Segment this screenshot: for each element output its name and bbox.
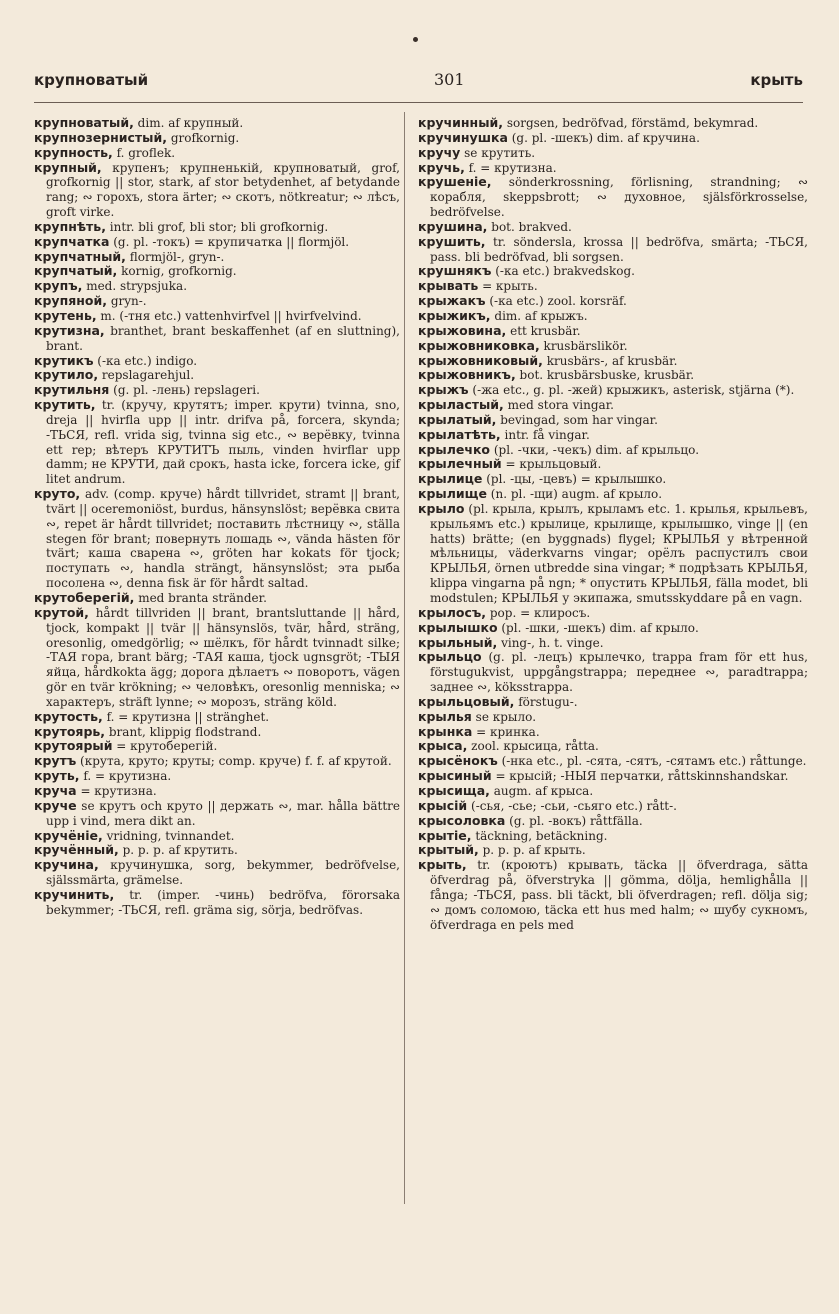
entry-definition: vridning, tvinnandet. [106,828,235,843]
dictionary-entry [34,739,400,754]
dictionary-entry [418,294,808,309]
dictionary-entry [418,279,808,294]
entry-definition: ett krusbär. [510,323,581,338]
entry-definition: bevingad, som har vingar. [500,412,658,427]
dictionary-entry [34,754,400,769]
entry-headword: крыжовникъ, [418,367,516,383]
entry-headword: крутень, [34,307,97,323]
entry-headword: крысища, [418,782,490,798]
dictionary-entry [34,487,400,591]
entry-definition: = кринка. [476,724,540,739]
entry-definition: (pl. -шки, -шекъ) dim. af крыло. [501,620,699,635]
entry-definition: (-нка etc., pl. -сята, -сятъ, -сятамъ etc.) råttunge. [501,754,807,769]
entry-headword: крыластый, [418,397,504,413]
entry-headword: крылице [418,471,483,487]
entry-headword: круть, [34,768,80,784]
entry-definition: tr. (кроютъ) крывать, täcka || öfverdraga, sätta öfverdrag på, öfverstryka || gömma, dölja, hemlighålla || fånga; -ТЬСЯ, pass. bli täckt, bli öfverdragen; refl. dölja sig; ∾ домъ соломою, täcka ett hus med halm; ∾ шубу сукномъ, öfverdraga en pels med [430,858,808,932]
entry-definition: = крутизна. [80,783,157,798]
dictionary-entry [34,279,400,294]
entry-headword: крутикъ [34,352,94,368]
entry-definition: krusbärs-, af krusbär. [546,353,678,368]
dictionary-entry [418,264,808,279]
entry-headword: крутить, [34,397,96,413]
dictionary-entry [418,858,808,932]
dictionary-entry [418,502,808,606]
entry-headword: крыть, [418,857,467,873]
entry-headword: крыльцо [418,649,482,665]
entry-definition: med. strypsjuka. [86,279,188,294]
entry-definition: grofkornig. [170,130,240,145]
entry-definition: zool. крысица, råtta. [471,739,599,754]
entry-definition: (g. pl. -токъ) = крупичатка || flormjöl. [113,234,350,249]
entry-headword: крупчатый, [34,263,118,279]
dictionary-entry [418,799,808,814]
dictionary-entry [418,220,808,235]
dictionary-entry [418,606,808,621]
entry-definition: hårdt tillvriden || brant, brantsluttande || hård, tjock, kompakt || tvär || hänsynslös, tvär, hård, sträng, oresonlig, omedgörlig; ∾ шёлкъ, för hårdt tvinnadt silke; -ТАЯ гора, brant bärg; -ТАЯ каша, tjock ugnsgröt; -ТЫЯ яйца, hårdkokta ägg; дорога дѣлаетъ ∾ поворотъ, vägen gör en tvär krökning; ∾ человѣкъ, oresonlig menniska; ∾ характеръ, sträft lynne; ∾ морозъ, sträng köld. [46,605,400,709]
entry-headword: крылище [418,486,487,502]
entry-headword: крушина, [418,218,488,234]
entry-definition: repslagarehjul. [101,368,195,383]
entry-headword: крылечный [418,456,502,472]
entry-definition: = крыть. [482,279,538,294]
dictionary-entry [34,398,400,487]
dictionary-entry [418,146,808,161]
entry-definition: dim. af крупный. [137,116,244,130]
entry-definition: (-ка etc.) indigo. [97,353,198,368]
entry-headword: крутость, [34,708,103,724]
entry-headword: крупъ, [34,278,83,294]
entry-headword: крупчатка [34,233,110,249]
entry-headword: крыжъ [418,382,469,398]
entry-headword: круче [34,797,77,813]
dictionary-entry [418,621,808,636]
entry-headword: крылосъ, [418,604,487,620]
dictionary-entry [34,116,400,131]
dictionary-entry [418,814,808,829]
entry-definition: gryn-. [110,294,147,309]
dictionary-entry [418,324,808,339]
entry-headword: крутило, [34,367,99,383]
entry-definition: f. groflek. [116,145,176,160]
entry-headword: крупнозернистый, [34,129,167,145]
dictionary-entry [34,769,400,784]
entry-headword: крысиный [418,768,492,784]
dictionary-entry [34,250,400,265]
entry-headword: крушнякъ [418,263,492,279]
entry-headword: крутоберегій, [34,590,135,605]
entry-definition: intr. få vingar. [504,427,590,442]
entry-definition: (-ка etc.) brakvedskog. [495,264,635,279]
entry-definition: sönderkrossning, förlisning, strandning; ∾ корабля, skeppsbrott; ∾ духовное, själsförkrosselse, bedröfvelse. [430,175,808,220]
right-running-head: крыть [750,71,803,89]
entry-headword: крушеніе, [418,174,492,190]
dictionary-entry [418,413,808,428]
dictionary-entry [418,428,808,443]
entry-headword: крутъ [34,753,77,769]
entry-headword: крысоловка [418,812,506,828]
dictionary-entry [418,457,808,472]
dictionary-entry [34,784,400,799]
entry-headword: крыжикъ, [418,307,491,323]
entry-definition: bot. brakved. [491,219,572,234]
entry-definition: med branta stränder. [138,591,267,605]
entry-headword: кручинить, [34,886,115,902]
dictionary-entry [418,739,808,754]
left-column [34,116,400,918]
entry-definition: se крутъ och круто || держать ∾, mar. hålla bättre upp i vind, mera dikt an. [46,798,400,828]
entry-headword: крутизна, [34,322,105,338]
dictionary-entry [418,636,808,651]
entry-headword: крытіе, [418,827,472,843]
entry-headword: кручинный, [418,115,504,130]
entry-headword: крыло [418,500,465,516]
dictionary-entry [418,368,808,383]
dictionary-entry [34,264,400,279]
entry-definition: (-ка etc.) zool. korsräf. [489,294,627,309]
entry-headword: крылатѣть, [418,426,501,442]
entry-definition: dim. af крыжъ. [494,308,588,323]
entry-definition: sorgsen, bedröfvad, förstämd, bekymrad. [506,116,759,130]
dictionary-entry [418,695,808,710]
left-running-head: крупноватый [34,71,149,89]
entry-definition: pop. = клиросъ. [489,605,591,620]
entry-headword: крушить, [418,233,486,249]
entry-definition: кручинушка, sorg, bekymmer, bedröfvelse, själssmärta, grämelse. [46,858,400,888]
dictionary-entry [34,161,400,220]
entry-headword: кручина, [34,857,99,873]
entry-headword: крутой, [34,604,89,620]
entry-headword: крыжовниковка, [418,337,540,353]
entry-definition: med stora vingar. [507,398,614,413]
dictionary-entry [34,888,400,918]
dictionary-entry [418,650,808,695]
entry-headword: крупнѣть, [34,218,106,234]
entry-definition: tr. (imper. -чинь) bedröfva, förorsaka bekymmer; -ТЬСЯ, refl. gräma sig, sörja, bedröfvas. [46,887,400,917]
entry-headword: кручу [418,144,461,160]
entry-headword: крыльцовый, [418,693,515,709]
entry-definition: (g. pl. -шекъ) dim. af кручина. [511,130,700,145]
dictionary-entry [34,606,400,710]
dictionary-entry [34,146,400,161]
dictionary-entry [418,354,808,369]
dictionary-entry [34,858,400,888]
entry-headword: крутоярь, [34,723,106,739]
dictionary-entry [418,487,808,502]
entry-definition: adv. (comp. круче) hårdt tillvridet, stramt || brant, tvärt || oceremoniöst, burdus, hänsynslöst; верёвка свита ∾, repet är hårdt tillvridet; поставить лѣстницу ∾, ställa stegen för brant; повернуть лошадь ∾, vända hästen för tvärt; каша сварена ∾, gröten har kokats för tjock; поступать ∾, handla strängt, hänsynslöst; эта рыба посолена ∾, denna fisk är för hårdt saltad. [46,487,400,591]
entry-headword: крынка [418,723,473,739]
entry-headword: крупноватый, [34,115,134,130]
entry-definition: (pl. -цы, -цевъ) = крылышко. [486,472,667,487]
entry-definition: (g. pl. -лецъ) крылечко, trappa fram för ett hus, förstugukvist, uppgångstrappa; переднее ∾, paradtrappa; заднее ∾, köksstrappa. [430,650,808,695]
dictionary-entry [418,725,808,740]
dictionary-entry [418,843,808,858]
right-column [418,116,808,932]
dictionary-entry [418,829,808,844]
entry-headword: крупный, [34,159,102,175]
entry-headword: крыса, [418,738,468,754]
entry-definition: se крутить. [464,145,536,160]
dictionary-entry [418,754,808,769]
entry-headword: крылечко [418,441,491,457]
dictionary-entry [34,829,400,844]
dictionary-entry [34,710,400,725]
dictionary-entry [418,175,808,220]
entry-headword: крутильня [34,382,110,398]
dictionary-entry [34,591,400,606]
entry-headword: крылышко [418,619,498,635]
entry-definition: крупенъ; крупненькій, крупноватый, grof, grofkornig || stor, stark, af stor betydenhet, af betydande rang; ∾ горохъ, stora ärter; ∾ скотъ, nötkreatur; ∾ лѣсъ, groft virke. [46,160,400,220]
dictionary-entry [34,368,400,383]
entry-headword: крылатый, [418,411,497,427]
entry-definition: (g. pl. -лень) repslageri. [113,383,260,398]
entry-definition: f. = крутизна. [83,769,172,784]
dictionary-entry [34,324,400,354]
entry-definition: täckning, betäckning. [475,828,608,843]
dictionary-entry [34,294,400,309]
dictionary-entry [34,799,400,829]
entry-definition: p. p. p. af крутить. [122,843,238,858]
entry-definition: f. = крутизна || stränghet. [106,709,270,724]
entry-headword: крыжовниковый, [418,352,543,368]
entry-definition: (pl. -чки, -чекъ) dim. af крыльцо. [493,442,700,457]
entry-definition: = крыльцовый. [505,457,602,472]
entry-definition: kornig, grofkornig. [121,264,237,279]
dictionary-entry [34,131,400,146]
dictionary-entry [418,383,808,398]
entry-definition: se крыло. [475,709,537,724]
entry-definition: f. = крутизна. [468,160,557,175]
entry-definition: augm. af крыса. [493,783,594,798]
entry-headword: круча [34,782,77,798]
entry-headword: крупчатный, [34,248,126,264]
dictionary-entry [34,383,400,398]
entry-headword: кручь, [418,159,465,175]
entry-headword: крутоярый [34,738,113,754]
dictionary-entry [34,725,400,740]
entry-headword: крылья [418,708,472,724]
entry-definition: (-жа etc., g. pl. -жей) крыжикъ, asterisk, stjärna (*). [472,383,795,398]
entry-headword: кручённый, [34,842,119,858]
entry-definition: = крутоберегій. [116,739,218,754]
entry-headword: крыльный, [418,634,498,650]
entry-definition: m. (-тня etc.) vattenhvirfvel || hvirfvelvind. [100,308,362,323]
dictionary-entry [418,339,808,354]
page-number: 301 [433,70,465,89]
page-dot-mark [413,37,418,42]
entry-headword: крупность, [34,144,113,160]
dictionary-entry [418,161,808,176]
entry-definition: bot. krusbärsbuske, krusbär. [519,368,695,383]
entry-headword: крывать [418,278,479,294]
dictionary-entry [418,309,808,324]
entry-definition: = крысій; -НЫЯ перчатки, råttskinnshandskar. [495,769,789,784]
dictionary-entry [34,220,400,235]
entry-definition: krusbärslikör. [543,338,628,353]
entry-headword: крыжовина, [418,322,507,338]
dictionary-entry [418,472,808,487]
entry-definition: flormjöl-, gryn-. [129,249,225,264]
entry-definition: (g. pl. -вокъ) råttfälla. [509,813,643,828]
entry-definition: p. p. p. af крыть. [482,843,586,858]
entry-definition: förstugu-. [518,694,578,709]
entry-definition: tr. (кручу, крутятъ; imper. крути) tvinna, sno, dreja || hvirfla upp || intr. drifva på, forcera, skynda; -ТЬСЯ, refl. vrida sig, tvinna sig etc., ∾ верёвку, tvinna ett rep; вѣтеръ КРУТИТЪ пыль, vinden hvirflar upp damm; не КРУТИ, дай срокъ, hasta icke, forcera icke, gif litet andrum. [46,398,400,487]
entry-definition: brant, klippig flodstrand. [108,724,262,739]
dictionary-entry [418,131,808,146]
entry-definition: intr. bli grof, bli stor; bli grofkornig. [109,219,329,234]
entry-headword: крысёнокъ [418,753,498,769]
entry-definition: (крута, круто; круты; comp. круче) f. f. af крутой. [80,754,392,769]
entry-definition: (pl. крыла, крылъ, крыламъ etc. 1. крылья, крыльевъ, крыльямъ etc.) крылице, крылище, крылышко, vinge || (en hatts) brätte; (en byggnads) flygel; КРЫЛЬЯ у вѣтренной мѣльницы, väderkvarns vingar; орёлъ распустилъ свои КРЫЛЬЯ, örnen utbredde sina vingar; * подрѣзать КРЫЛЬЯ, klippa vingarna på ngn; * опустить КРЫЛЬЯ, fälla modet, bli modstulen; КРЫЛЬЯ у экипажа, smutsskyddare på en vagn. [430,501,808,605]
dictionary-entry [418,398,808,413]
entry-headword: крупяной, [34,293,107,309]
dictionary-entry [418,710,808,725]
entry-headword: крысій [418,797,468,813]
dictionary-entry [34,354,400,369]
entry-definition: (-сья, -сье; -сьи, -сьяго etc.) rått-. [471,798,677,813]
entry-headword: кручёніе, [34,827,103,843]
dictionary-entry [418,784,808,799]
dictionary-entry [418,235,808,265]
entry-definition: ving-, h. t. vinge. [501,635,604,650]
dictionary-entry [418,769,808,784]
entry-definition: (n. pl. -щи) augm. af крыло. [490,487,663,502]
entry-headword: крыжакъ [418,293,486,309]
entry-headword: крытый, [418,842,479,858]
dictionary-entry [34,235,400,250]
entry-definition: branthet, brant beskaffenhet (af en sluttning), brant. [46,323,400,353]
dictionary-entry [34,309,400,324]
entry-headword: кручинушка [418,129,508,145]
page-header [34,70,803,103]
column-divider [404,112,405,1204]
dictionary-entry [418,443,808,458]
entry-definition: tr. söndersla, krossa || bedröfva, smärta; -ТЬСЯ, pass. bli bedröfvad, bli sorgsen. [430,234,808,264]
entry-headword: круто, [34,486,81,502]
dictionary-entry [34,843,400,858]
dictionary-entry [418,116,808,131]
